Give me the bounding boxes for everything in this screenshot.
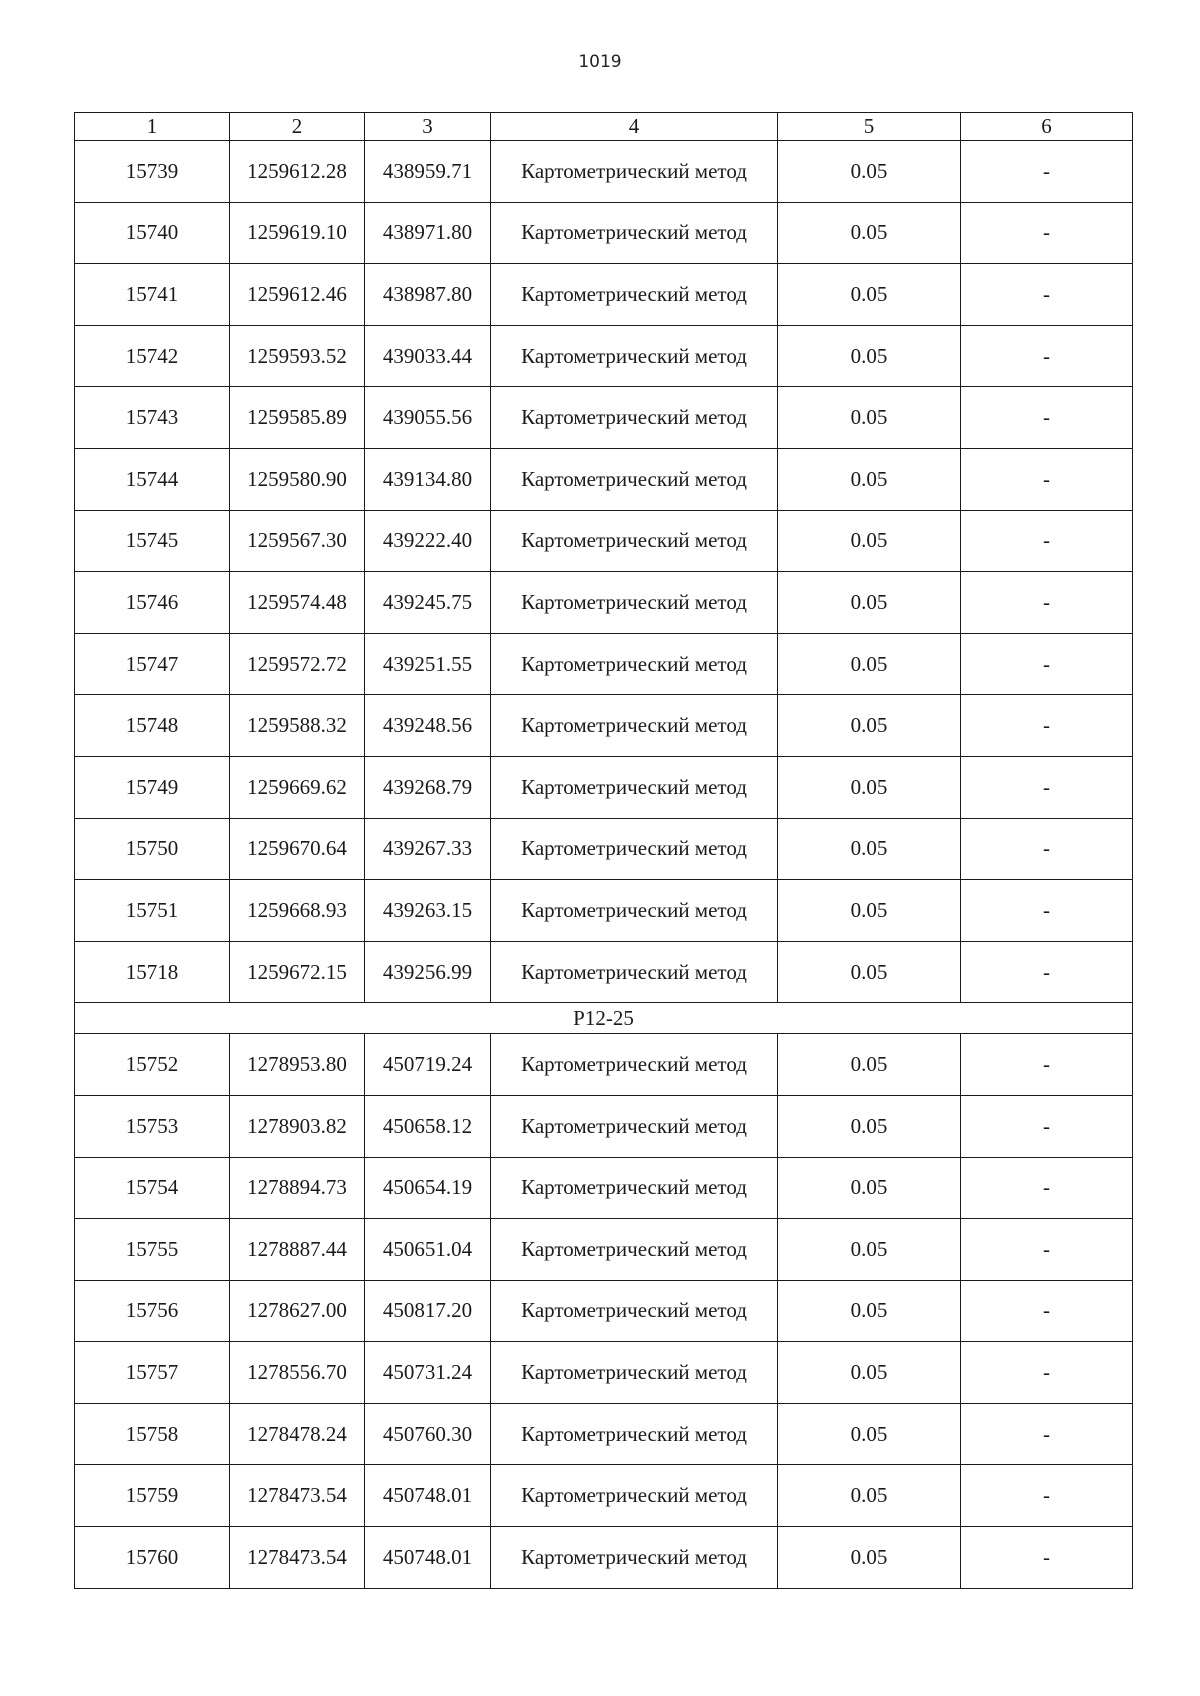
point-number-cell: 15743 bbox=[75, 387, 230, 449]
x-coordinate-cell: 1259612.28 bbox=[230, 141, 365, 203]
table-row bbox=[75, 141, 1133, 203]
table-row bbox=[75, 264, 1133, 326]
y-coordinate-cell: 438959.71 bbox=[365, 141, 491, 203]
x-coordinate-cell: 1259670.64 bbox=[230, 818, 365, 880]
y-coordinate-cell: 439222.40 bbox=[365, 510, 491, 572]
table-row bbox=[75, 818, 1133, 880]
note-cell: - bbox=[961, 1157, 1133, 1219]
note-cell: - bbox=[961, 387, 1133, 449]
point-number-cell: 15747 bbox=[75, 633, 230, 695]
point-number-cell: 15742 bbox=[75, 325, 230, 387]
note-cell: - bbox=[961, 264, 1133, 326]
column-header-3: 3 bbox=[365, 113, 491, 141]
method-cell: Картометрический метод bbox=[491, 880, 778, 942]
table-row bbox=[75, 880, 1133, 942]
page-number: 1019 bbox=[578, 52, 622, 72]
coordinates-table bbox=[74, 112, 1133, 1589]
point-number-cell: 15752 bbox=[75, 1034, 230, 1096]
accuracy-cell: 0.05 bbox=[778, 818, 961, 880]
method-cell: Картометрический метод bbox=[491, 1527, 778, 1589]
accuracy-cell: 0.05 bbox=[778, 756, 961, 818]
y-coordinate-cell: 450654.19 bbox=[365, 1157, 491, 1219]
y-coordinate-cell: 439248.56 bbox=[365, 695, 491, 757]
accuracy-cell: 0.05 bbox=[778, 325, 961, 387]
accuracy-cell: 0.05 bbox=[778, 1465, 961, 1527]
note-cell: - bbox=[961, 1527, 1133, 1589]
table-row bbox=[75, 448, 1133, 510]
accuracy-cell: 0.05 bbox=[778, 880, 961, 942]
x-coordinate-cell: 1259588.32 bbox=[230, 695, 365, 757]
note-cell: - bbox=[961, 941, 1133, 1003]
x-coordinate-cell: 1259567.30 bbox=[230, 510, 365, 572]
table-row bbox=[75, 202, 1133, 264]
method-cell: Картометрический метод bbox=[491, 572, 778, 634]
x-coordinate-cell: 1259612.46 bbox=[230, 264, 365, 326]
x-coordinate-cell: 1278887.44 bbox=[230, 1219, 365, 1281]
note-cell: - bbox=[961, 1403, 1133, 1465]
method-cell: Картометрический метод bbox=[491, 941, 778, 1003]
table-row bbox=[75, 1342, 1133, 1404]
column-header-2: 2 bbox=[230, 113, 365, 141]
x-coordinate-cell: 1278473.54 bbox=[230, 1527, 365, 1589]
note-cell: - bbox=[961, 1280, 1133, 1342]
section-title-row bbox=[75, 1003, 1133, 1034]
x-coordinate-cell: 1259574.48 bbox=[230, 572, 365, 634]
method-cell: Картометрический метод bbox=[491, 1342, 778, 1404]
y-coordinate-cell: 439251.55 bbox=[365, 633, 491, 695]
x-coordinate-cell: 1278894.73 bbox=[230, 1157, 365, 1219]
y-coordinate-cell: 450719.24 bbox=[365, 1034, 491, 1096]
note-cell: - bbox=[961, 818, 1133, 880]
point-number-cell: 15759 bbox=[75, 1465, 230, 1527]
x-coordinate-cell: 1278903.82 bbox=[230, 1095, 365, 1157]
method-cell: Картометрический метод bbox=[491, 141, 778, 203]
accuracy-cell: 0.05 bbox=[778, 572, 961, 634]
table-row bbox=[75, 756, 1133, 818]
y-coordinate-cell: 439055.56 bbox=[365, 387, 491, 449]
x-coordinate-cell: 1259572.72 bbox=[230, 633, 365, 695]
point-number-cell: 15758 bbox=[75, 1403, 230, 1465]
point-number-cell: 15718 bbox=[75, 941, 230, 1003]
note-cell: - bbox=[961, 1095, 1133, 1157]
table-row bbox=[75, 1280, 1133, 1342]
note-cell: - bbox=[961, 1465, 1133, 1527]
accuracy-cell: 0.05 bbox=[778, 633, 961, 695]
x-coordinate-cell: 1278478.24 bbox=[230, 1403, 365, 1465]
y-coordinate-cell: 439245.75 bbox=[365, 572, 491, 634]
y-coordinate-cell: 439033.44 bbox=[365, 325, 491, 387]
method-cell: Картометрический метод bbox=[491, 202, 778, 264]
note-cell: - bbox=[961, 756, 1133, 818]
y-coordinate-cell: 439256.99 bbox=[365, 941, 491, 1003]
table-row bbox=[75, 633, 1133, 695]
note-cell: - bbox=[961, 141, 1133, 203]
accuracy-cell: 0.05 bbox=[778, 202, 961, 264]
method-cell: Картометрический метод bbox=[491, 1095, 778, 1157]
method-cell: Картометрический метод bbox=[491, 1034, 778, 1096]
table-row bbox=[75, 572, 1133, 634]
point-number-cell: 15749 bbox=[75, 756, 230, 818]
method-cell: Картометрический метод bbox=[491, 1280, 778, 1342]
point-number-cell: 15745 bbox=[75, 510, 230, 572]
method-cell: Картометрический метод bbox=[491, 510, 778, 572]
table-row bbox=[75, 1403, 1133, 1465]
table-body bbox=[75, 141, 1133, 1589]
note-cell: - bbox=[961, 695, 1133, 757]
note-cell: - bbox=[961, 1034, 1133, 1096]
table-row bbox=[75, 1157, 1133, 1219]
point-number-cell: 15753 bbox=[75, 1095, 230, 1157]
method-cell: Картометрический метод bbox=[491, 264, 778, 326]
note-cell: - bbox=[961, 448, 1133, 510]
table-row bbox=[75, 941, 1133, 1003]
note-cell: - bbox=[961, 1219, 1133, 1281]
x-coordinate-cell: 1278556.70 bbox=[230, 1342, 365, 1404]
y-coordinate-cell: 450748.01 bbox=[365, 1527, 491, 1589]
method-cell: Картометрический метод bbox=[491, 1465, 778, 1527]
table-row bbox=[75, 695, 1133, 757]
y-coordinate-cell: 450731.24 bbox=[365, 1342, 491, 1404]
method-cell: Картометрический метод bbox=[491, 1219, 778, 1281]
method-cell: Картометрический метод bbox=[491, 695, 778, 757]
y-coordinate-cell: 450651.04 bbox=[365, 1219, 491, 1281]
note-cell: - bbox=[961, 202, 1133, 264]
point-number-cell: 15755 bbox=[75, 1219, 230, 1281]
column-header-4: 4 bbox=[491, 113, 778, 141]
point-number-cell: 15754 bbox=[75, 1157, 230, 1219]
point-number-cell: 15760 bbox=[75, 1527, 230, 1589]
column-header-1: 1 bbox=[75, 113, 230, 141]
method-cell: Картометрический метод bbox=[491, 1403, 778, 1465]
x-coordinate-cell: 1259672.15 bbox=[230, 941, 365, 1003]
note-cell: - bbox=[961, 325, 1133, 387]
x-coordinate-cell: 1278627.00 bbox=[230, 1280, 365, 1342]
accuracy-cell: 0.05 bbox=[778, 941, 961, 1003]
section-title: Р12-25 bbox=[75, 1003, 1133, 1034]
x-coordinate-cell: 1278953.80 bbox=[230, 1034, 365, 1096]
accuracy-cell: 0.05 bbox=[778, 1095, 961, 1157]
accuracy-cell: 0.05 bbox=[778, 1219, 961, 1281]
accuracy-cell: 0.05 bbox=[778, 1403, 961, 1465]
point-number-cell: 15739 bbox=[75, 141, 230, 203]
table-row bbox=[75, 510, 1133, 572]
y-coordinate-cell: 450658.12 bbox=[365, 1095, 491, 1157]
table-row bbox=[75, 1095, 1133, 1157]
note-cell: - bbox=[961, 510, 1133, 572]
method-cell: Картометрический метод bbox=[491, 818, 778, 880]
header-row bbox=[75, 113, 1133, 141]
table-row bbox=[75, 1219, 1133, 1281]
y-coordinate-cell: 439267.33 bbox=[365, 818, 491, 880]
y-coordinate-cell: 439268.79 bbox=[365, 756, 491, 818]
accuracy-cell: 0.05 bbox=[778, 510, 961, 572]
accuracy-cell: 0.05 bbox=[778, 387, 961, 449]
x-coordinate-cell: 1259668.93 bbox=[230, 880, 365, 942]
table-row bbox=[75, 1527, 1133, 1589]
method-cell: Картометрический метод bbox=[491, 633, 778, 695]
note-cell: - bbox=[961, 572, 1133, 634]
table-header bbox=[75, 113, 1133, 141]
accuracy-cell: 0.05 bbox=[778, 141, 961, 203]
accuracy-cell: 0.05 bbox=[778, 1342, 961, 1404]
method-cell: Картометрический метод bbox=[491, 387, 778, 449]
column-header-5: 5 bbox=[778, 113, 961, 141]
point-number-cell: 15741 bbox=[75, 264, 230, 326]
y-coordinate-cell: 439134.80 bbox=[365, 448, 491, 510]
point-number-cell: 15746 bbox=[75, 572, 230, 634]
method-cell: Картометрический метод bbox=[491, 325, 778, 387]
x-coordinate-cell: 1259580.90 bbox=[230, 448, 365, 510]
accuracy-cell: 0.05 bbox=[778, 1280, 961, 1342]
x-coordinate-cell: 1259585.89 bbox=[230, 387, 365, 449]
note-cell: - bbox=[961, 633, 1133, 695]
accuracy-cell: 0.05 bbox=[778, 1034, 961, 1096]
y-coordinate-cell: 439263.15 bbox=[365, 880, 491, 942]
table-row bbox=[75, 1465, 1133, 1527]
column-header-6: 6 bbox=[961, 113, 1133, 141]
point-number-cell: 15751 bbox=[75, 880, 230, 942]
point-number-cell: 15748 bbox=[75, 695, 230, 757]
method-cell: Картометрический метод bbox=[491, 756, 778, 818]
y-coordinate-cell: 450760.30 bbox=[365, 1403, 491, 1465]
accuracy-cell: 0.05 bbox=[778, 695, 961, 757]
table-row bbox=[75, 1034, 1133, 1096]
x-coordinate-cell: 1259593.52 bbox=[230, 325, 365, 387]
x-coordinate-cell: 1259669.62 bbox=[230, 756, 365, 818]
method-cell: Картометрический метод bbox=[491, 448, 778, 510]
table-row bbox=[75, 387, 1133, 449]
accuracy-cell: 0.05 bbox=[778, 448, 961, 510]
point-number-cell: 15744 bbox=[75, 448, 230, 510]
y-coordinate-cell: 450748.01 bbox=[365, 1465, 491, 1527]
point-number-cell: 15757 bbox=[75, 1342, 230, 1404]
point-number-cell: 15756 bbox=[75, 1280, 230, 1342]
note-cell: - bbox=[961, 1342, 1133, 1404]
x-coordinate-cell: 1278473.54 bbox=[230, 1465, 365, 1527]
method-cell: Картометрический метод bbox=[491, 1157, 778, 1219]
accuracy-cell: 0.05 bbox=[778, 1157, 961, 1219]
y-coordinate-cell: 438971.80 bbox=[365, 202, 491, 264]
point-number-cell: 15740 bbox=[75, 202, 230, 264]
note-cell: - bbox=[961, 880, 1133, 942]
x-coordinate-cell: 1259619.10 bbox=[230, 202, 365, 264]
y-coordinate-cell: 438987.80 bbox=[365, 264, 491, 326]
accuracy-cell: 0.05 bbox=[778, 1527, 961, 1589]
y-coordinate-cell: 450817.20 bbox=[365, 1280, 491, 1342]
point-number-cell: 15750 bbox=[75, 818, 230, 880]
accuracy-cell: 0.05 bbox=[778, 264, 961, 326]
table-row bbox=[75, 325, 1133, 387]
